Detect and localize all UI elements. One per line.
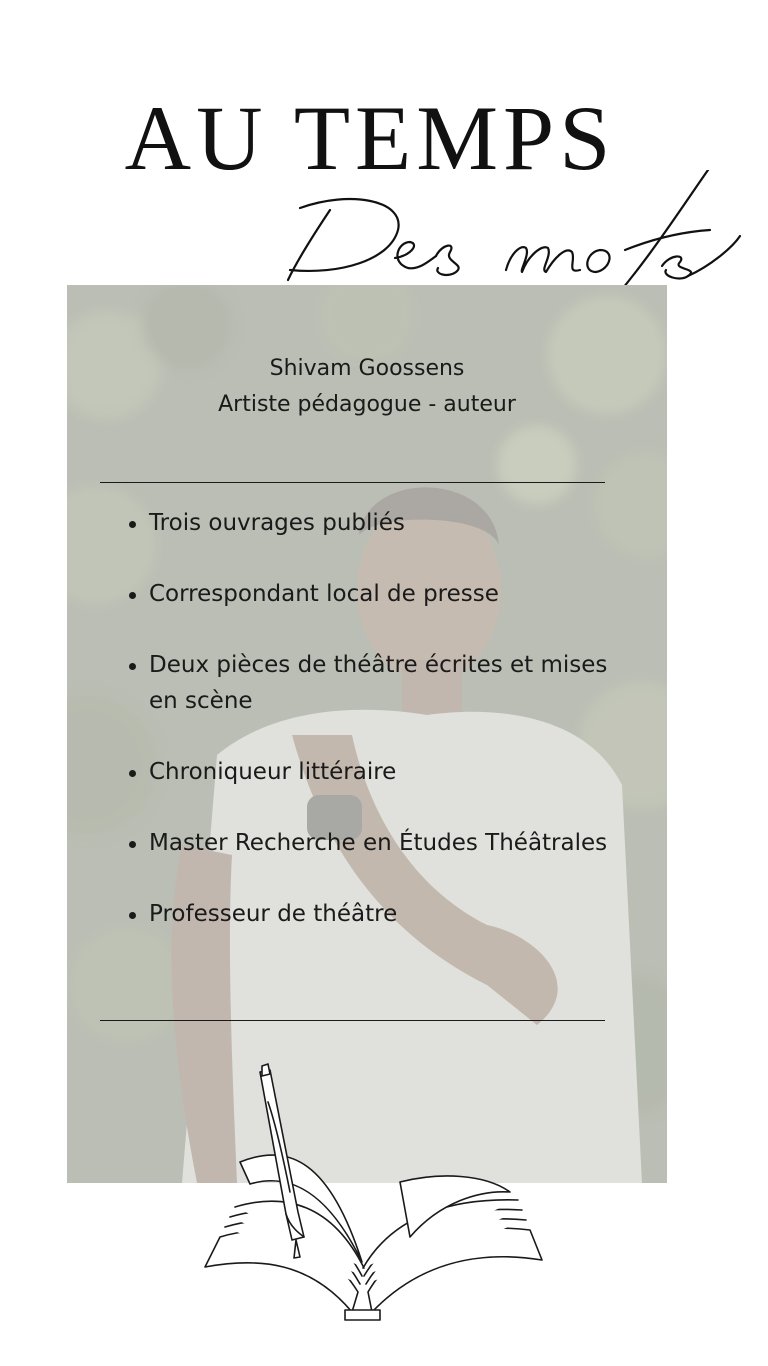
list-item: Deux pièces de théâtre écrites et mises en scène <box>149 647 619 719</box>
author-role: Artiste pédagogue - auteur <box>218 392 516 417</box>
divider-top <box>100 482 605 483</box>
list-item: Chroniqueur littéraire <box>149 754 619 790</box>
list-item: Master Recherche en Études Théâtrales <box>149 825 619 861</box>
list-item: Correspondant local de presse <box>149 576 619 612</box>
credentials-list <box>149 505 619 967</box>
book-pen-icon <box>200 1062 545 1327</box>
divider-bottom <box>100 1020 605 1021</box>
author-info <box>67 351 667 423</box>
list-item: Trois ouvrages publiés <box>149 505 619 541</box>
author-name: Shivam Goossens <box>269 356 465 381</box>
page-title: AU TEMPS <box>124 87 616 189</box>
author-photo-card <box>67 285 667 1183</box>
list-item: Professeur de théâtre <box>149 896 619 932</box>
